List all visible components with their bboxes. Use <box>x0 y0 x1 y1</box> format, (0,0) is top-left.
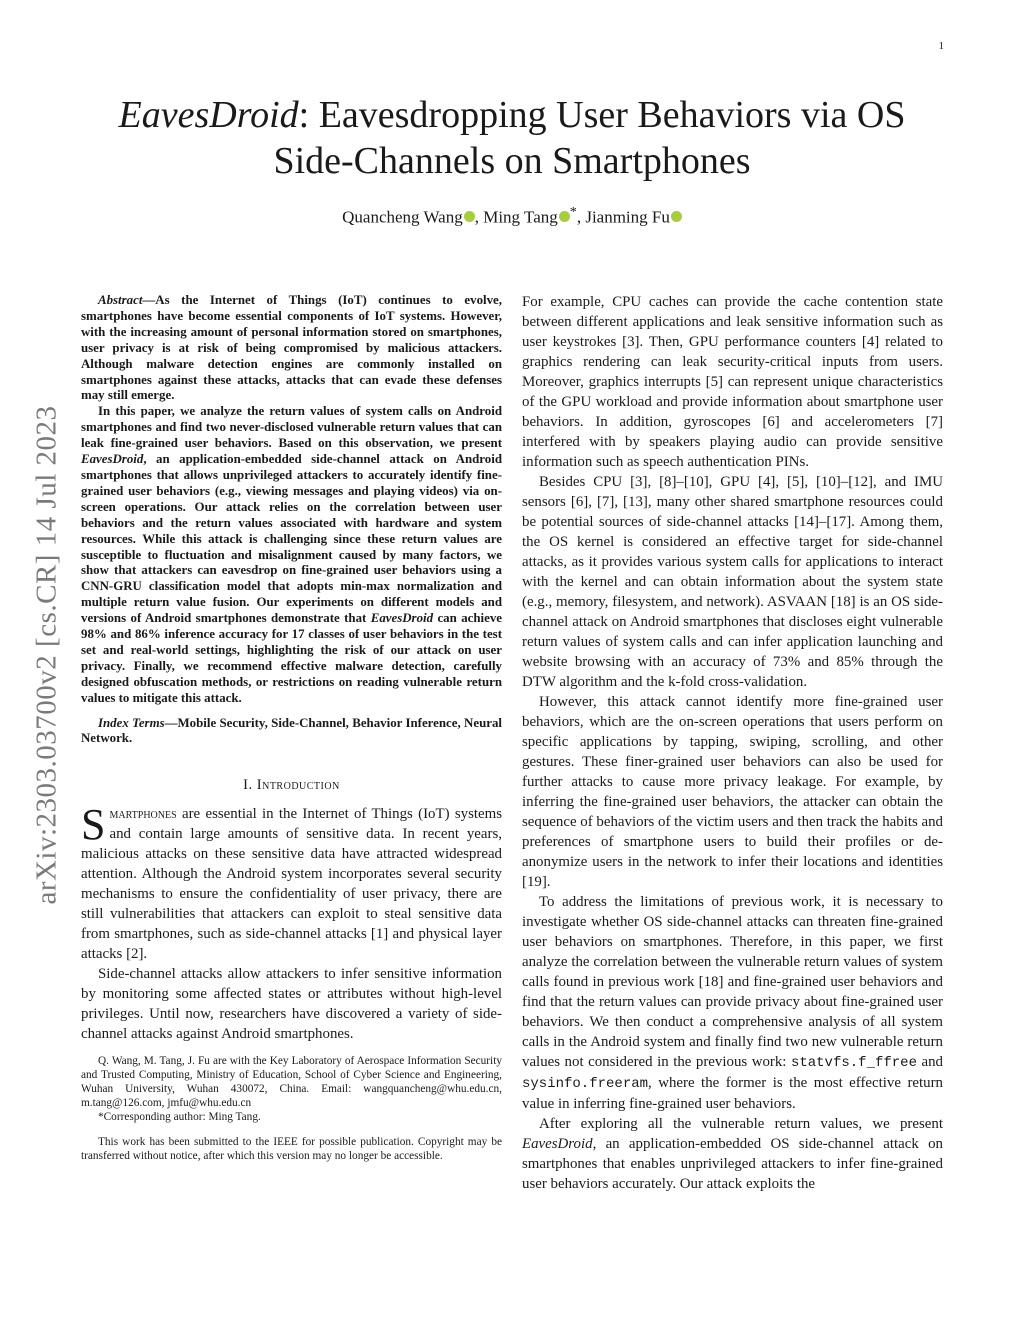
right-paragraph-2: Besides CPU [3], [8]–[10], GPU [4], [5], [10]–[12], and IMU sensors [6], [7], [13], many other shared smartphone resources could be potential sources of side-channel attacks [14]–[17]. Among them, the OS kernel is considered an effective target for side-channel attacks, as it provides various system calls for applications to interact with the kernel and can obtain information about the system state (e.g., memory, filesystem, and network). ASVAAN [18] is an OS side-channel attack on Android smartphones that discloses eight vulnerable return values of system calls and can infer application launching and website browsing with an accuracy of 73% and 85% through the DTW algorithm and the k-fold cross-validation. <box>522 474 943 690</box>
dropcap-letter: S <box>81 800 106 850</box>
section-heading-introduction: I. Introduction <box>243 777 340 794</box>
index-terms: Index Terms—Mobile Security, Side-Channel, Behavior Inference, Neural Network. <box>81 715 502 746</box>
author-2: , Ming Tang <box>474 207 558 227</box>
title-system-name: EavesDroid <box>118 94 299 136</box>
right-paragraph-1: For example, CPU caches can provide the cache contention state between different applications and leak sensitive information such as user keystrokes [3]. Then, GPU performance counters [4] related to graphics rendering can leak security-critical inputs from users. Moreover, graphics interrupts [5] can represent unique characteristics of the GPU workload and provide information about smartphone user behaviors. In addition, gyroscopes [6] and accelerometers [7] interfered with by speakers playing audio can provide sensitive information such as speech authentication PINs. <box>522 294 943 470</box>
abstract <box>81 293 502 707</box>
index-terms-label: Index Terms <box>98 715 165 730</box>
author-3: , Jianming Fu <box>576 207 670 227</box>
right-paragraph-4: To address the limitations of previous work, it is necessary to investigate whether OS side-channel attacks can threaten fine-grained user behaviors on smartphones. Therefore, in this paper, we first analyze the correlation between the vulnerable return values of system calls found in previous work [18] and fine-grained user behaviors and find that the return values can provide privacy about fine-grained user behaviors. We then conduct a comprehensive analysis of all system calls in the Android system and finally find two new vulnerable return values not considered in the previous work: statvfs.f_ffree and sysinfo.freeram, where the former is the most effective return value in inferring fine-grained user behaviors. <box>522 894 943 1112</box>
intro-paragraph-1: Smartphones are essential in the Internet of Things (IoT) systems and contain large amounts of sensitive data. In recent years, malicious attacks on these sensitive data have attracted widespread attention. Although the Android system incorporates several security mechanisms to ensure the confidentiality of user privacy, there are still vulnerabilities that attackers can exploit to steal sensitive data from smartphones, such as side-channel attacks [1] and physical layer attacks [2]. <box>81 800 502 963</box>
author-list <box>80 204 944 228</box>
orcid-icon[interactable] <box>559 211 570 222</box>
right-column <box>522 292 943 1194</box>
arxiv-stamp: arXiv:2303.03700v2 [cs.CR] 14 Jul 2023 <box>30 405 63 905</box>
left-column <box>81 293 502 1163</box>
page-number: 1 <box>938 40 944 52</box>
abstract-paragraph-1: Abstract—As the Internet of Things (IoT) continues to evolve, smartphones have become essential components of IoT systems. However, with the increasing amount of personal information stored on smartphones, user privacy is at risk of being compromised by malicious attackers. Although malware detection engines are commonly installed on smartphones against these attacks, attacks that can evade these defenses may still emerge. <box>81 293 502 403</box>
title-block <box>80 92 944 228</box>
intro-paragraph-2: Side-channel attacks allow attackers to infer sensitive information by monitoring some affected states or attributes without high-level privileges. Until now, researchers have discovered a variety of side-channel attacks against Android smartphones. <box>81 966 502 1043</box>
abstract-paragraph-2: In this paper, we analyze the return values of system calls on Android smartphones and find two never-disclosed vulnerable return values that can leak fine-grained user behaviors. Based on this observation, we present EavesDroid, an application-embedded side-channel attack on Android smartphones that allows unprivileged attackers to accurately identify fine-grained user behaviors (e.g., viewing messages and playing videos) via on-screen operations. Our attack relies on the correlation between user behaviors and the return values associated with hardware and system resources. While this attack is challenging since these return values are susceptible to fluctuation and misalignment caused by many factors, we show that attackers can eavesdrop on fine-grained user behaviors using a CNN-GRU classification model that adopts min-max normalization and multiple return value fusion. Our experiments on different models and versions of Android smartphones demonstrate that EavesDroid can achieve 98% and 86% inference accuracy for 17 classes of user behaviors in the test set and real-world settings, highlighting the risk of our attack on user privacy. Finally, we recommend effective malware detection, carefully designed obfuscation methods, or restrictions on reading vulnerable return values to mitigate this attack. <box>81 404 502 705</box>
author-1: Quancheng Wang <box>342 207 463 227</box>
footnote-affiliation: Q. Wang, M. Tang, J. Fu are with the Key Laboratory of Aerospace Information Security and Trusted Computing, Ministry of Education, School of Cyber Science and Engineering, Wuhan University, Wuhan 430072, China. Email: wangquancheng@whu.edu.cn, m.tang@126.com, jmfu@whu.edu.cn <box>81 1055 502 1110</box>
introduction-text <box>81 800 502 1044</box>
footnote-ieee: This work has been submitted to the IEEE for possible publication. Copyright may be transferred without notice, after which this version may no longer be accessible. <box>81 1136 502 1163</box>
abstract-label: Abstract <box>98 293 143 307</box>
paper-title <box>80 92 944 184</box>
code-sysinfo: sysinfo.freeram <box>522 1076 649 1092</box>
title-line1: : Eavesdropping User Behaviors via OS <box>298 94 906 136</box>
right-paragraph-5: After exploring all the vulnerable return values, we present EavesDroid, an application-embedded OS side-channel attack on smartphones that enables unprivileged attackers to infer fine-grained user behaviors accurately. Our attack exploits the <box>522 1116 943 1192</box>
corresponding-mark: * <box>569 204 577 220</box>
title-line2: Side-Channels on Smartphones <box>273 140 751 182</box>
orcid-icon[interactable] <box>671 211 682 222</box>
footnotes <box>81 1054 502 1163</box>
right-paragraph-3: However, this attack cannot identify more fine-grained user behaviors, which are the on-screen operations that users perform on specific applications by tapping, swiping, scrolling, and other gestures. These finer-grained user behaviors can also be used for further attacks to cause more privacy leakage. For example, by inferring the fine-grained user behaviors, the attacker can obtain the sequence of behaviors of the victim users and then track the habits and preferences of smartphone users to build their profiles or de-anonymize users in the network to infer their locations and identities [19]. <box>522 694 943 890</box>
code-statvfs: statvfs.f_ffree <box>790 1055 917 1071</box>
footnote-corresponding: *Corresponding author: Ming Tang. <box>98 1111 261 1124</box>
orcid-icon[interactable] <box>464 211 475 222</box>
